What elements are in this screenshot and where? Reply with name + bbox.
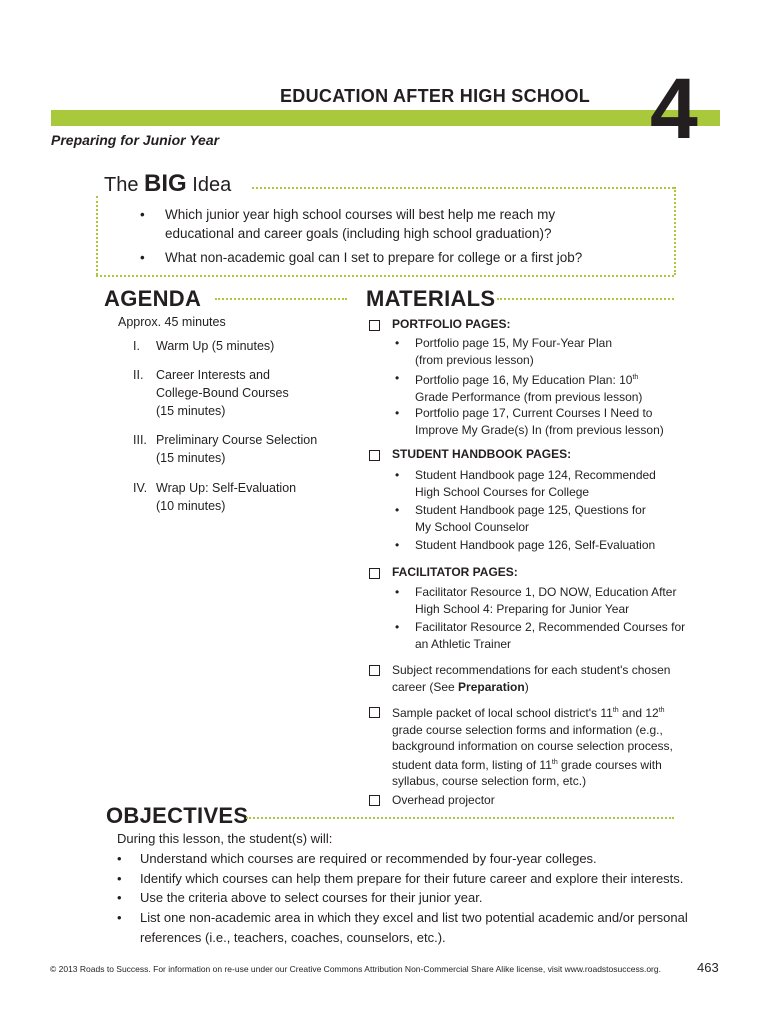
objectives-rule <box>246 817 674 819</box>
list-item: Identify which courses can help them prepare for their future career and explore their interests. <box>140 871 684 886</box>
checkbox-icon <box>369 707 380 718</box>
agenda-duration: Approx. 45 minutes <box>118 315 226 329</box>
list-item: Facilitator Resource 1, DO NOW, Education After High School 4: Preparing for Junior Year <box>415 585 677 616</box>
unit-number: 4 <box>650 61 698 157</box>
big-idea-border-left <box>96 196 98 275</box>
agenda-item: Warm Up (5 minutes) <box>156 339 275 353</box>
list-item: Student Handbook page 125, Questions for My School Counselor <box>415 503 646 534</box>
bullet: • <box>395 620 400 634</box>
handbook-heading: STUDENT HANDBOOK PAGES: <box>392 447 572 461</box>
page-number: 463 <box>697 960 719 975</box>
agenda-item: Preliminary Course Selection (15 minutes) <box>156 433 318 465</box>
big-idea-border-right <box>674 187 676 275</box>
bullet: • <box>117 890 122 905</box>
objectives-intro: During this lesson, the student(s) will: <box>117 831 333 846</box>
checkbox-icon <box>369 568 380 579</box>
objectives-heading: OBJECTIVES <box>106 803 249 828</box>
list-item: Overhead projector <box>392 793 495 807</box>
bullet: • <box>395 538 400 552</box>
checkbox-icon <box>369 665 380 676</box>
page-title: EDUCATION AFTER HIGH SCHOOL <box>280 86 591 106</box>
bullet: • <box>395 585 400 599</box>
big-idea-border-bottom <box>96 275 674 277</box>
list-item: Portfolio page 16, My Education Plan: 10th Grade Performance (from previous lesson) <box>415 373 643 404</box>
header-accent-bar <box>51 110 720 126</box>
checkbox-icon <box>369 450 380 461</box>
agenda-item-num: IV. <box>133 481 148 495</box>
bullet: • <box>395 503 400 517</box>
bullet: • <box>395 336 400 350</box>
agenda-item: Wrap Up: Self-Evaluation (10 minutes) <box>156 481 297 513</box>
agenda-heading: AGENDA <box>104 286 202 311</box>
list-item: Portfolio page 17, Current Courses I Need to Improve My Grade(s) In (from previous lesson) <box>415 406 664 437</box>
big-idea-border-top <box>252 187 674 189</box>
checkbox-icon <box>369 795 380 806</box>
materials-rule <box>497 298 674 300</box>
agenda-rule <box>215 298 347 300</box>
agenda-item-num: I. <box>133 339 140 353</box>
bullet: • <box>395 371 400 385</box>
agenda-item-num: III. <box>133 433 147 447</box>
portfolio-heading: PORTFOLIO PAGES: <box>392 317 511 331</box>
list-item: Subject recommendations for each student's chosen career (See Preparation) <box>392 663 671 694</box>
bullet: • <box>395 406 400 420</box>
list-item: List one non-academic area in which they excel and list two potential academic and/or personal references (i.e., teachers, coaches, counselors, etc.). <box>140 910 688 945</box>
list-item: Facilitator Resource 2, Recommended Courses for an Athletic Trainer <box>415 620 686 651</box>
footer-license: © 2013 Roads to Success. For information on re-use under our Creative Commons Attribution Non-Commercial Share Alike license, visit www.roadstosuccess.org. <box>50 964 661 974</box>
facilitator-heading: FACILITATOR PAGES: <box>392 565 518 579</box>
agenda-item: Career Interests and College-Bound Courses (15 minutes) <box>156 368 289 418</box>
list-item: Use the criteria above to select courses for their junior year. <box>140 890 483 905</box>
list-item: Portfolio page 15, My Four-Year Plan (from previous lesson) <box>415 336 612 367</box>
big-idea-heading: The BIG Idea <box>104 170 232 197</box>
bullet: • <box>117 851 122 866</box>
list-item: Student Handbook page 126, Self-Evaluation <box>415 538 656 552</box>
checkbox-icon <box>369 320 380 331</box>
list-item: Understand which courses are required or recommended by four-year colleges. <box>140 851 597 866</box>
bullet: • <box>117 910 122 925</box>
list-item: Sample packet of local school district's 11th and 12th grade course selection forms and information (e.g., background information on course selection process, student data form, listing of 11th grade courses with syllabus, course selection form, etc.) <box>392 706 673 788</box>
bullet: • <box>117 871 122 886</box>
bullet: • <box>395 468 400 482</box>
page-subtitle: Preparing for Junior Year <box>51 132 220 148</box>
list-item: Student Handbook page 124, Recommended High School Courses for College <box>415 468 656 499</box>
agenda-item-num: II. <box>133 368 144 382</box>
materials-heading: MATERIALS <box>366 286 496 311</box>
